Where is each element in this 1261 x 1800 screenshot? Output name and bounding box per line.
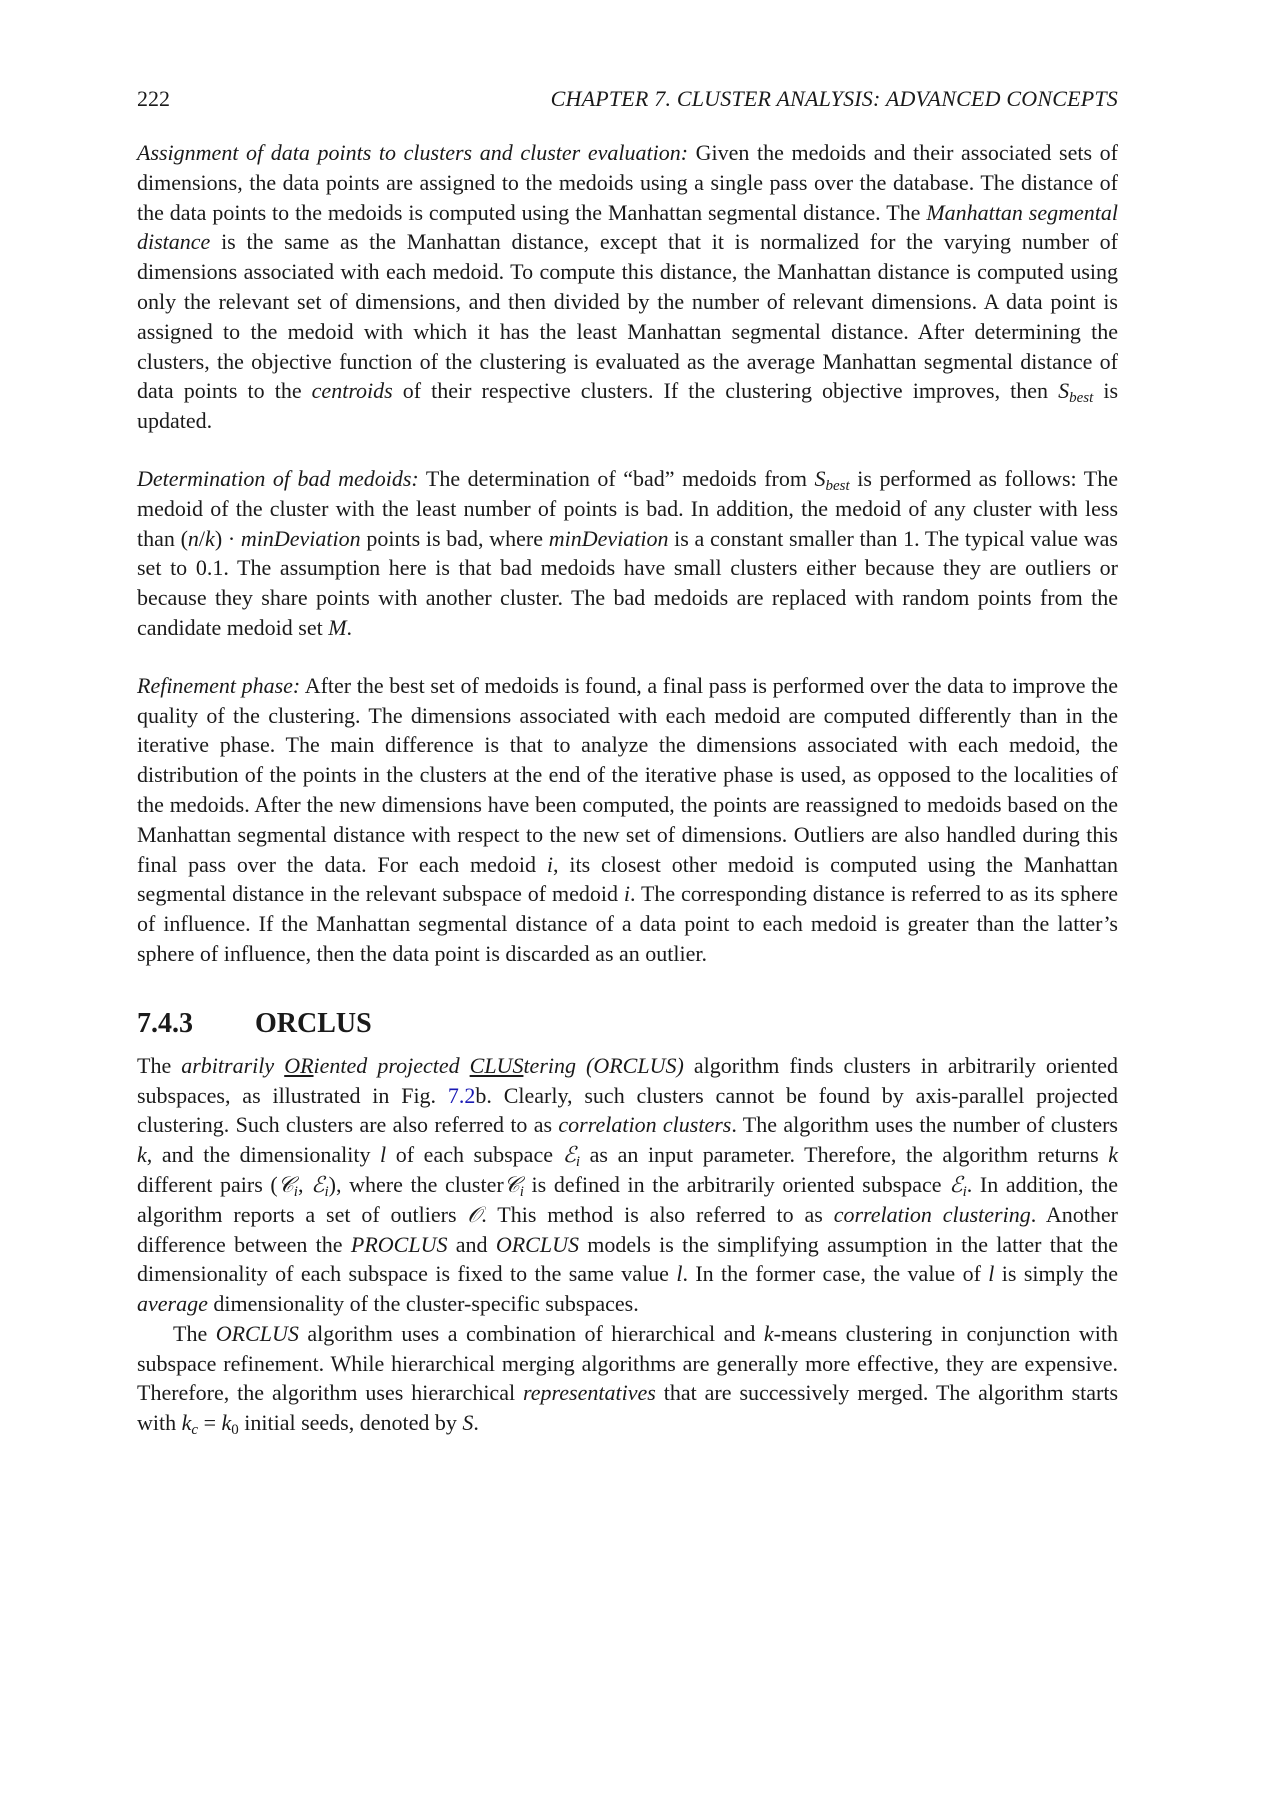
text: of each subspace [386, 1142, 563, 1168]
text: . In the former case, the value of [682, 1261, 989, 1287]
math-c: 𝒞 [277, 1171, 294, 1197]
math-k-0: k [221, 1410, 232, 1436]
math-subscript: i [962, 1183, 967, 1200]
text: The [137, 1052, 182, 1078]
math-i: i [623, 881, 630, 907]
section-title: ORCLUS [255, 1007, 372, 1039]
math-n: n [187, 525, 199, 551]
paragraph-refinement [137, 671, 1118, 969]
math-subscript: i [293, 1183, 298, 1200]
text: . The corresponding distance is referred to as its sphere of influence. If the Manhattan segmental distance of a data point to each medoid is greater than the latter’s sphere of influence, then the data point is discarded as an outlier. [137, 881, 1118, 966]
text: , and the dimensionality [146, 1142, 381, 1168]
paragraph-bad-medoids [137, 464, 1118, 643]
paragraph-orclus-intro [137, 1051, 1118, 1319]
paragraph-lead: Determination of bad medoids: [137, 465, 419, 491]
text: . [346, 614, 353, 640]
term-average: average [137, 1291, 208, 1317]
text: algorithm finds clusters in arbitrarily oriented subspaces, as illustrated in Fig. [137, 1052, 1118, 1108]
text: that are successively merged. The algorithm starts with [137, 1380, 1119, 1436]
page-number: 222 [137, 86, 170, 111]
term: tering (ORCLUS) [523, 1052, 684, 1078]
math-l: l [380, 1142, 387, 1168]
term-manhattan-segmental-distance: Manhattan segmental distance [137, 199, 1118, 255]
text: The [173, 1320, 216, 1346]
text: is simply the [994, 1261, 1119, 1287]
math-s: S [462, 1410, 474, 1436]
text: / [198, 525, 206, 551]
text: . Another difference between the [137, 1201, 1118, 1257]
math-k: k [205, 525, 215, 551]
text: The determination of “bad” medoids from [418, 465, 815, 491]
text: as an input parameter. Therefore, the algorithm returns [580, 1142, 1109, 1168]
math-i: i [546, 851, 554, 877]
term: iented projected [313, 1052, 470, 1078]
running-header [137, 84, 1118, 114]
math-min-deviation: minDeviation [548, 525, 669, 551]
math-subscript: c [191, 1422, 199, 1439]
text: is defined in the arbitrarily oriented subspace [523, 1171, 950, 1197]
term-orclus: ORCLUS [495, 1231, 579, 1257]
text: b. Clearly, such clusters cannot be found by axis-parallel projected clustering. Such clusters are also referred to as [137, 1082, 1118, 1138]
term: arbitrarily [181, 1052, 285, 1078]
term-proclus: PROCLUS [350, 1231, 448, 1257]
text: -means clustering in conjunction with subspace refinement. While hierarchical merging algorithms are generally more effective, they are expensive. Therefore, the algorithm uses hierarchical [137, 1320, 1119, 1406]
math-k: k [763, 1320, 774, 1346]
text: ), where the cluster [328, 1171, 504, 1197]
text: . [473, 1410, 479, 1436]
term-centroids: centroids [311, 378, 393, 404]
text: . The algorithm uses the number of clusters [731, 1112, 1118, 1138]
text: = [198, 1410, 222, 1436]
text: is the same as the Manhattan distance, except that it is normalized for the varying number of dimensions associated with each medoid. To compute this distance, the Manhattan distance is computed using only the relevant set of dimensions, and then divided by the number of relevant dimensions. A data point is assigned to the medoid with which it has the least Manhattan segmental distance. After determining the clusters, the objective function of the clustering is evaluated as the average Manhattan segmental distance of data points to the [137, 229, 1118, 404]
section-number: 7.4.3 [137, 1007, 193, 1039]
text: algorithm uses a combination of hierarchical and [298, 1320, 764, 1346]
math-subscript: best [825, 477, 850, 494]
term-underlined: CLUS [469, 1052, 524, 1078]
math-e: ℰ [562, 1142, 576, 1168]
math-o: 𝒪 [467, 1201, 482, 1227]
math-l: l [988, 1261, 995, 1287]
book-page [137, 84, 1118, 1438]
math-l: l [676, 1261, 683, 1287]
text: of their respective clusters. If the clustering objective improves, then [392, 378, 1059, 404]
text: dimensionality of the cluster-specific subspaces. [207, 1291, 639, 1317]
section-heading [137, 1007, 1118, 1041]
text: , [297, 1171, 312, 1197]
math-subscript: 0 [231, 1422, 239, 1439]
text: . This method is also referred to as [481, 1201, 834, 1227]
math-subscript: i [575, 1154, 581, 1171]
term-representatives: representatives [523, 1380, 656, 1406]
text: points is bad, where [360, 525, 549, 551]
text: and [447, 1231, 496, 1257]
chapter-running-title: CHAPTER 7. CLUSTER ANALYSIS: ADVANCED CONCEPTS [550, 86, 1118, 111]
math-e: ℰ [311, 1171, 325, 1197]
math-min-deviation: minDeviation [240, 525, 361, 551]
text: is updated. [137, 378, 1118, 434]
math-m: M [328, 614, 347, 640]
text: Given the medoids and their associated sets of dimensions, the data points are assigned to the medoids using a single pass over the database. The distance of the data points to the medoids is computed using the Manhattan segmental distance. The [137, 140, 1118, 225]
math-s-best: S [814, 465, 826, 491]
math-subscript: best [1069, 390, 1094, 407]
text: initial seeds, denoted by [238, 1410, 463, 1436]
math-subscript: i [324, 1183, 329, 1200]
text: is a constant smaller than 1. The typical value was set to 0.1. The assumption here is that bad medoids have small clusters either because they are outliers or because they share points with another cluster. The bad medoids are replaced with random points from the candidate medoid set [137, 525, 1118, 640]
math-k: k [137, 1142, 147, 1168]
paragraph-lead: Refinement phase: [137, 672, 301, 698]
text: ) · [214, 525, 241, 551]
math-k-c: k [181, 1410, 192, 1436]
text: models is the simplifying assumption in the latter that the dimensionality of each subspace is fixed to the same value [137, 1231, 1118, 1287]
math-e: ℰ [949, 1171, 963, 1197]
text: After the best set of medoids is found, a final pass is performed over the data to improve the quality of the clustering. The dimensions associated with each medoid are computed differently than in the iterative phase. The main difference is that to analyze the dimensions associated with each medoid, the distribution of the points in the clusters at the end of the iterative phase is used, as opposed to the localities of the medoids. After the new dimensions have been computed, the points are reassigned to medoids based on the Manhattan segmental distance with respect to the new set of dimensions. Outliers are also handled during this final pass over the data. For each medoid [137, 672, 1119, 877]
math-c: 𝒞 [503, 1171, 520, 1197]
paragraph-lead: Assignment of data points to clusters and cluster evaluation: [137, 140, 689, 165]
figure-reference-link[interactable]: 7.2 [447, 1082, 476, 1108]
term-correlation-clusters: correlation clusters [558, 1112, 732, 1138]
term-orclus: ORCLUS [215, 1320, 299, 1346]
text: , its closest other medoid is computed using the Manhattan segmental distance in the relevant subspace of medoid [137, 851, 1118, 907]
math-subscript: i [519, 1183, 524, 1200]
term-correlation-clustering: correlation clustering [833, 1201, 1031, 1227]
term-underlined: OR [284, 1052, 314, 1078]
math-s-best: S [1058, 378, 1070, 404]
text: . In addition, the algorithm reports a set of outliers [137, 1171, 1119, 1227]
math-k: k [1108, 1142, 1119, 1168]
paragraph-orclus-algorithm [137, 1319, 1118, 1438]
text: different pairs ( [137, 1171, 278, 1197]
text: is performed as follows: The medoid of the cluster with the least number of points is bad. In addition, the medoid of any cluster with less than ( [137, 465, 1118, 551]
paragraph-assignment [137, 138, 1118, 436]
